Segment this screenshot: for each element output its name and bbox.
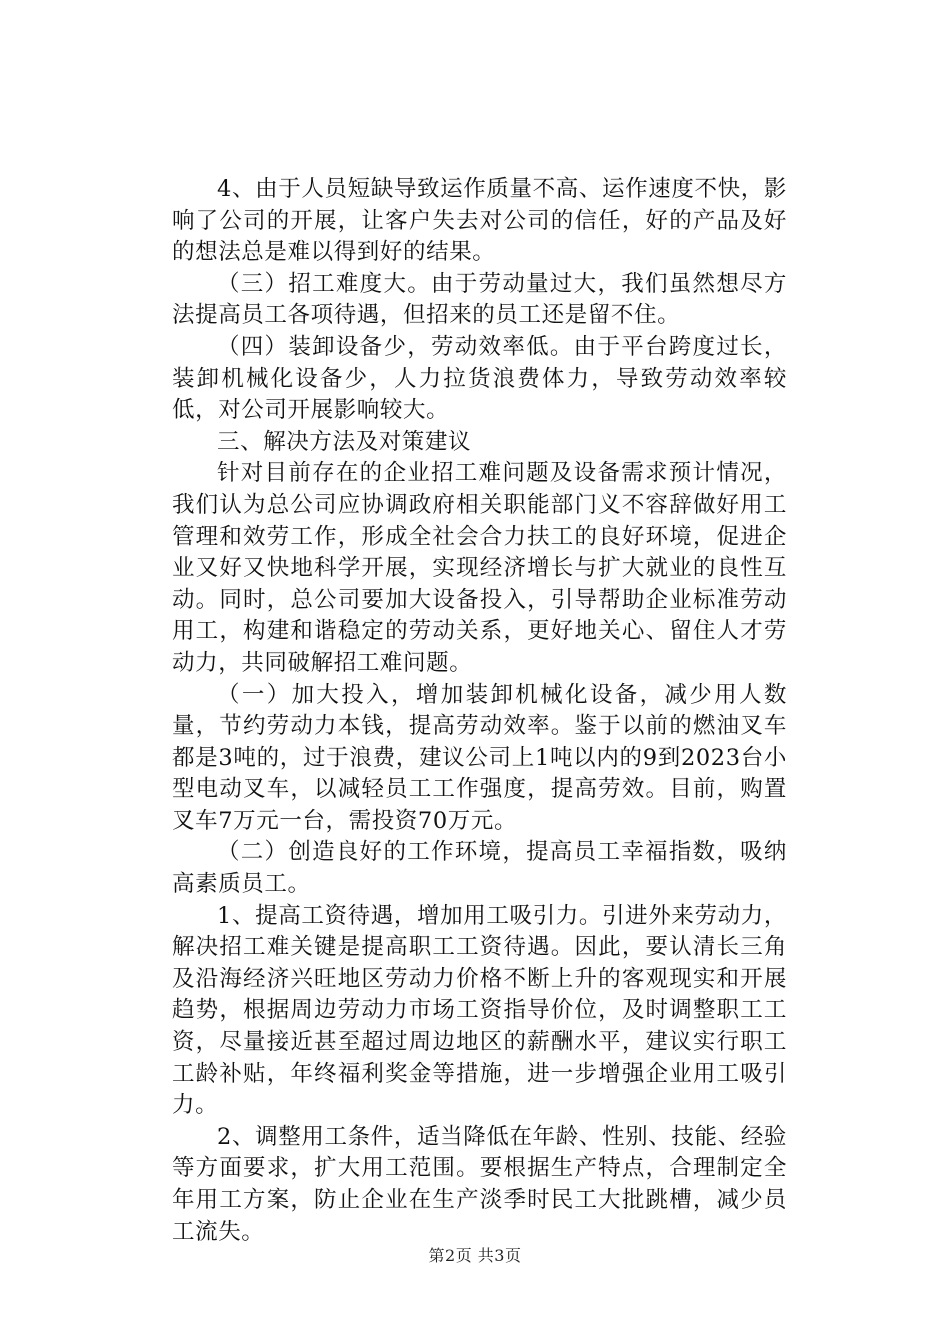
section-heading-solutions: 三、解决方法及对策建议 [217,428,472,455]
paragraph-section-3: （三）招工难度大。由于劳动量过大，我们虽然想尽方法提高员工各项待遇，但招来的员工还是留不住。 [172,270,787,329]
paragraph-measure-1: （一）加大投入，增加装卸机械化设备，减少用人数量，节约劳动力本钱，提高劳动效率。鉴于以前的燃油叉车都是3吨的，过于浪费，建议公司上1吨以内的9到2023台小型电动叉车，以减轻员工工作强度，提高劳效。目前，购置叉车7万元一台，需投资70万元。 [172,681,787,834]
paragraph-measure-2: （二）创造良好的工作环境，提高员工幸福指数，吸纳高素质员工。 [172,839,787,898]
page-footer [0,1246,950,1266]
paragraph-measure-2-item-2: 2、调整用工条件，适当降低在年龄、性别、技能、经验等方面要求，扩大用工范围。要根据生产特点，合理制定全年用工方案，防止企业在生产淡季时民工大批跳槽，减少员工流失。 [172,1123,787,1245]
page-total: 共3页 [477,1246,522,1265]
paragraph-measure-2-item-1: 1、提高工资待遇，增加用工吸引力。引进外来劳动力，解决招工难关键是提高职工工资待遇。因此，要认清长三角及沿海经济兴旺地区劳动力价格不断上升的客观现实和开展趋势，根据周边劳动力市场工资指导价位，及时调整职工工资，尽量接近甚至超过周边地区的薪酬水平，建议实行职工工龄补贴，年终福利奖金等措施，进一步增强企业用工吸引力。 [172,902,787,1119]
document-body [172,174,787,1248]
paragraph-solutions-intro: 针对目前存在的企业招工难问题及设备需求预计情况，我们认为总公司应协调政府相关职能部门义不容辞做好用工管理和效劳工作，形成全社会合力扶工的良好环境，促进企业又好又快地科学开展，实现经济增长与扩大就业的良性互动。同时，总公司要加大设备投入，引导帮助企业标准劳动用工，构建和谐稳定的劳动关系，更好地关心、留住人才劳动力，共同破解招工难问题。 [172,460,787,676]
page-number: 第2页 [428,1246,473,1265]
paragraph-point-4: 4、由于人员短缺导致运作质量不高、运作速度不快，影响了公司的开展，让客户失去对公司的信任，好的产品及好的想法总是难以得到好的结果。 [172,176,787,266]
paragraph-section-4: （四）装卸设备少，劳动效率低。由于平台跨度过长，装卸机械化设备少，人力拉货浪费体力，导致劳动效率较低，对公司开展影响较大。 [172,333,787,424]
